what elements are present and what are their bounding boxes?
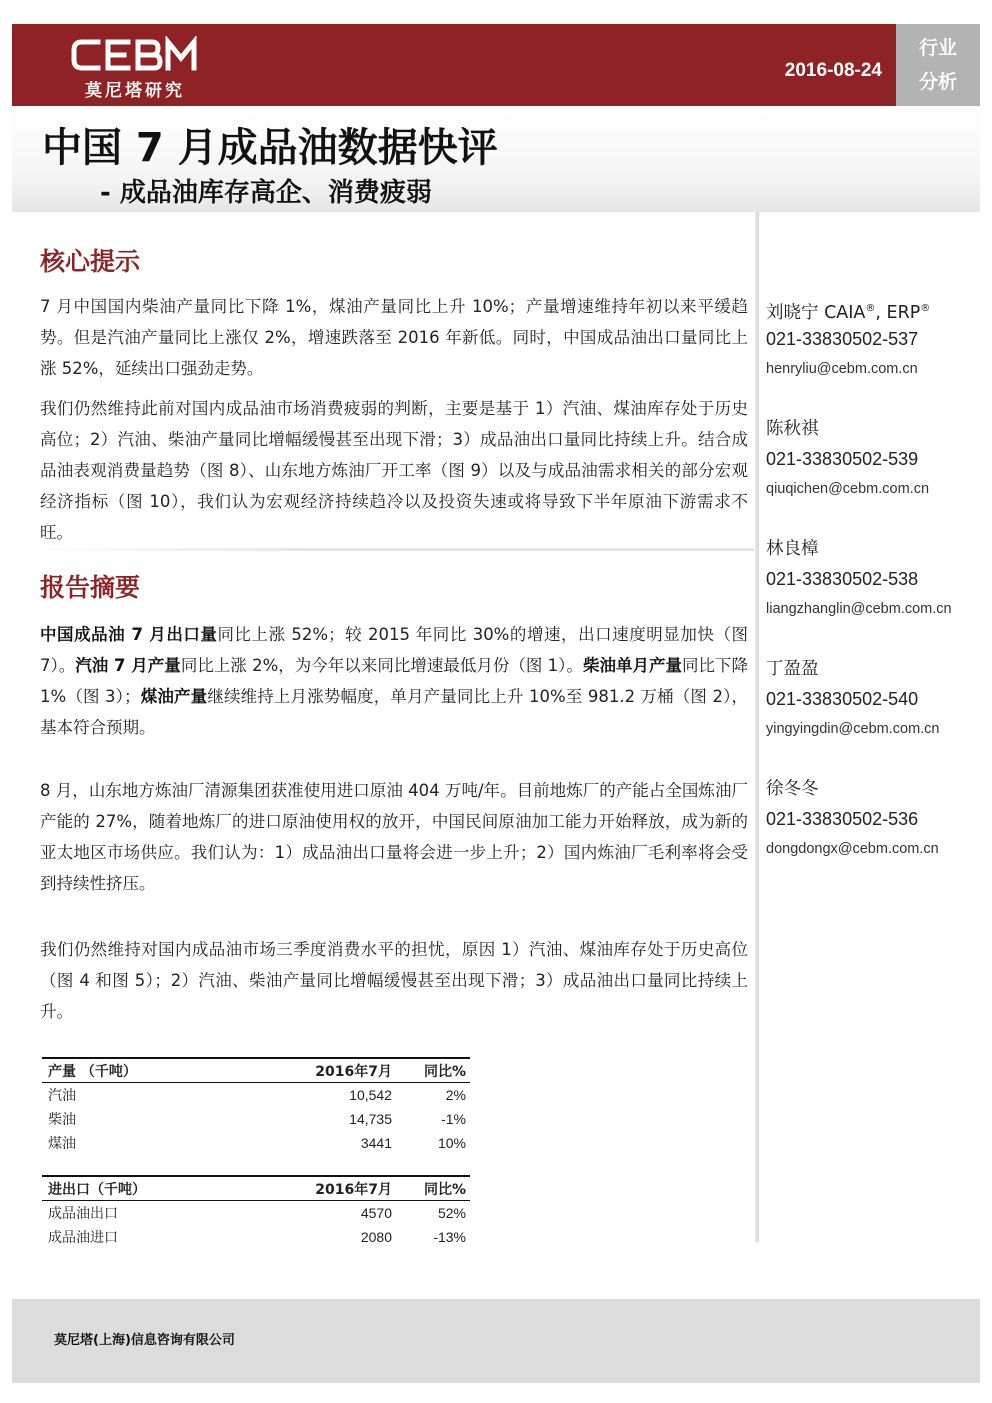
table-row: [42, 1083, 470, 1108]
table-cell: 14,735: [349, 1111, 392, 1127]
analyst-credential: , ERP: [875, 302, 921, 323]
table-cell: -13%: [433, 1229, 466, 1245]
analyst-name: [766, 534, 986, 564]
footer-company: 莫尼塔(上海)信息咨询有限公司: [54, 1333, 235, 1348]
core-paragraph-1: 7 月中国国内柴油产量同比下降 1%，煤油产量同比上升 10%；产量增速维持年初以来平缓趋势。但是汽油产量同比上涨仅 2%，增速跌落至 2016 年新低。同时，中国成品油出口量同比上涨 52%，延续出口强劲走势。: [40, 297, 748, 378]
table-cell: 4570: [360, 1205, 392, 1221]
summary-bold-run: 煤油产量: [140, 687, 208, 706]
sidebar-divider: [755, 212, 759, 1242]
data-table: [42, 1057, 470, 1249]
analyst-name: [766, 774, 986, 804]
title-block: [12, 106, 980, 212]
analyst-name-text: 陈秋祺: [766, 419, 819, 439]
summary-text-run: 同比上涨 52%；较 2015 年同比 30%的增速，出口速度明显加快（图 7）。: [40, 625, 748, 675]
analyst-name: [766, 294, 986, 324]
production-header-cell: 产量 （千吨）: [42, 1058, 248, 1083]
analyst-email[interactable]: qiuqichen@cebm.com.cn: [766, 481, 930, 497]
report-category: [896, 24, 980, 106]
report-title: 中国 7 月成品油数据快评: [42, 125, 498, 171]
table-cell: -1%: [441, 1111, 466, 1127]
analyst-phone: 021-33830502-538: [766, 569, 919, 589]
summary-bold-run: 柴油单月产量: [582, 656, 682, 675]
analyst-phone: 021-33830502-539: [766, 449, 919, 469]
trade-header-cell: 2016年7月: [248, 1176, 396, 1201]
analyst-card: [766, 294, 986, 384]
summary-text-run: 继续维持上月涨势幅度，单月产量同比上升 10%至 981.2 万桶（图 2），基本符合预期。: [40, 687, 749, 737]
table-row: [42, 1131, 470, 1155]
analyst-email[interactable]: yingyingdin@cebm.com.cn: [766, 721, 940, 737]
report-date: 2016-08-24: [784, 60, 882, 81]
table-cell: 汽油: [48, 1088, 76, 1104]
table-cell: 成品油出口: [48, 1206, 118, 1222]
table-cell: 52%: [437, 1205, 466, 1221]
table-row: [42, 1201, 470, 1226]
analyst-name-text: 林良樟: [766, 539, 819, 559]
production-header-cell: 同比%: [396, 1058, 470, 1083]
registered-mark: ®: [865, 303, 876, 314]
cebm-logo: [70, 36, 200, 101]
registered-mark: ®: [920, 303, 931, 314]
report-header: [12, 24, 980, 106]
analyst-card: [766, 654, 986, 744]
summary-text-run: 同比下降 1%（图 3）；: [40, 656, 749, 706]
analyst-name: [766, 414, 986, 444]
cebm-logo-mark: [70, 36, 200, 74]
analyst-email[interactable]: liangzhanglin@cebm.com.cn: [766, 601, 952, 617]
production-header-row: [42, 1058, 470, 1083]
analyst-email[interactable]: henryliu@cebm.com.cn: [766, 361, 918, 377]
table-cell: 10,542: [349, 1087, 392, 1103]
table-cell: 3441: [360, 1135, 392, 1151]
analyst-name: [766, 654, 986, 684]
summary-paragraph-2: 8 月，山东地方炼油厂清源集团获准使用进口原油 404 万吨/年。目前地炼厂的产能占全国炼油厂产能的 27%，随着地炼厂的进口原油使用权的放开，中国民间原油加工能力开始释放，成为新的亚太地区市场供应。我们认为：1）成品油出口量将会进一步上升；2）国内炼油厂毛利率将会受到持续性挤压。: [40, 781, 748, 893]
table-cell: 2%: [445, 1087, 466, 1103]
production-header-cell: 2016年7月: [248, 1058, 396, 1083]
trade-header-cell: 同比%: [396, 1176, 470, 1201]
analyst-name-text: 徐冬冬: [766, 779, 819, 799]
table-row: [42, 1225, 470, 1249]
analyst-phone: 021-33830502-536: [766, 809, 919, 829]
summary-bold-run: 中国成品油 7 月出口量: [40, 625, 218, 644]
page-footer: [12, 1299, 980, 1383]
table-cell: 2080: [360, 1229, 392, 1245]
summary-paragraph-1: [40, 619, 748, 743]
analyst-email[interactable]: dongdongx@cebm.com.cn: [766, 841, 939, 857]
summary-paragraph-3: 我们仍然维持对国内成品油市场三季度消费水平的担忧，原因 1）汽油、煤油库存处于历史高位（图 4 和图 5）；2）汽油、柴油产量同比增幅缓慢甚至出现下滑；3）成品油出口量同比持续上升。: [40, 940, 748, 1021]
section-divider: [30, 548, 754, 551]
analyst-name-text: 刘晓宁 CAIA: [766, 302, 866, 323]
trade-header-cell: 进出口（千吨）: [42, 1176, 248, 1201]
core-paragraph-2: 我们仍然维持此前对国内成品油市场消费疲弱的判断，主要是基于 1）汽油、煤油库存处于历史高位；2）汽油、柴油产量同比增幅缓慢甚至出现下滑；3）成品油出口量同比持续上升。结合成品油表观消费量趋势（图 8）、山东地方炼油厂开工率（图 9）以及与成品油需求相关的部分宏观经济指标（图 10），我们认为宏观经济持续趋冷以及投资失速或将导致下半年原油下游需求不旺。: [40, 399, 748, 542]
core-heading: 核心提示: [40, 247, 141, 276]
table-cell: 10%: [437, 1135, 466, 1151]
table-row: [42, 1107, 470, 1131]
analyst-phone: 021-33830502-540: [766, 689, 919, 709]
summary-bold-run: 汽油 7 月产量: [75, 656, 181, 675]
category-line-1: 行业: [918, 37, 957, 59]
analyst-name-text: 丁盈盈: [766, 659, 819, 679]
table-cell: 成品油进口: [48, 1230, 118, 1246]
analyst-card: [766, 534, 986, 624]
summary-heading: 报告摘要: [40, 573, 141, 602]
category-line-2: 分析: [918, 71, 957, 93]
trade-header-row: [42, 1176, 470, 1201]
report-subtitle: - 成品油库存高企、消费疲弱: [100, 178, 432, 208]
analyst-card: [766, 774, 986, 864]
analyst-card: [766, 414, 986, 504]
logo-subtitle: 莫尼塔研究: [85, 81, 185, 101]
analyst-phone: 021-33830502-537: [766, 329, 919, 349]
table-cell: 煤油: [48, 1136, 76, 1152]
summary-text-run: 同比上涨 2%，为今年以来同比增速最低月份（图 1）。: [180, 656, 583, 675]
table-cell: 柴油: [48, 1112, 76, 1128]
